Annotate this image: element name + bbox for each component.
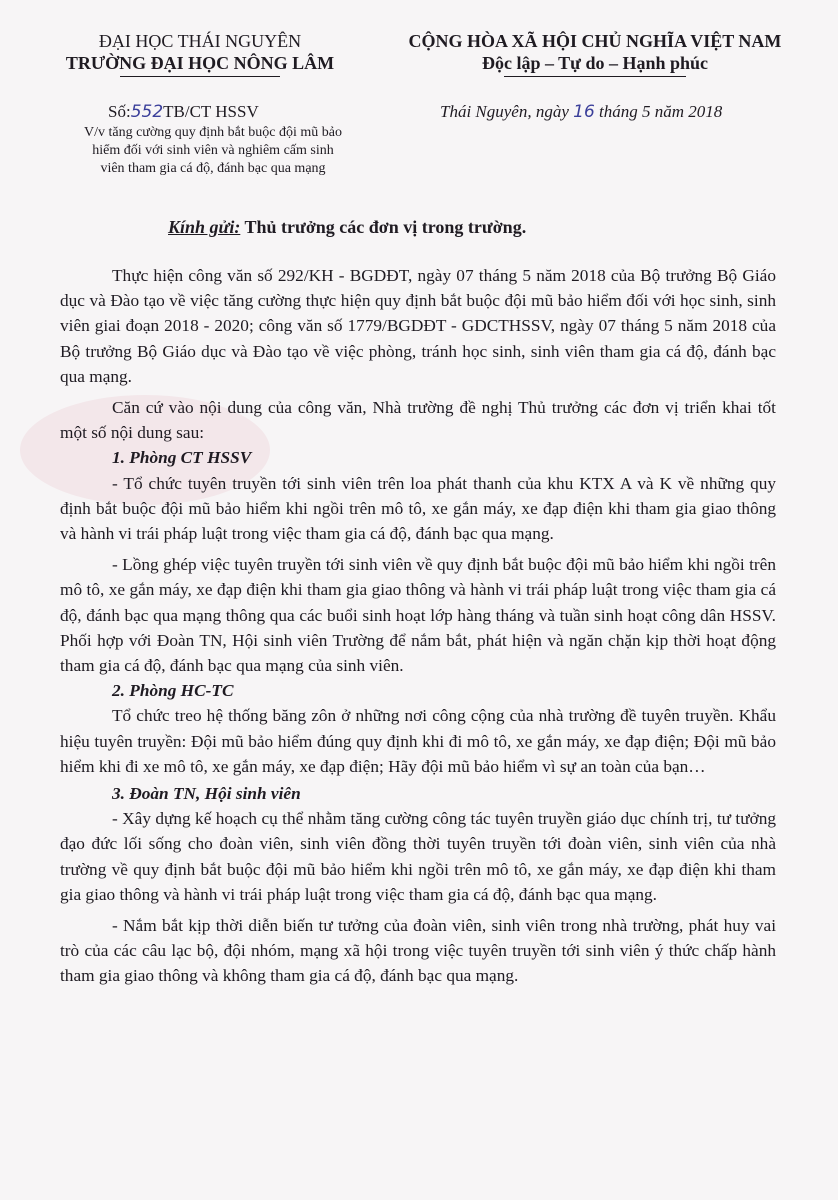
recipient-text: Thủ trưởng các đơn vị trong trường.	[244, 217, 527, 237]
section-3-title: 3. Đoàn TN, Hội sinh viên	[112, 784, 301, 804]
subject-line: viên tham gia cá độ, đánh bạc qua mạng	[100, 161, 326, 176]
subject-block	[58, 124, 368, 178]
number-prefix: Số:	[108, 102, 131, 121]
recipient-line	[168, 217, 526, 238]
section-1-paragraph: - Lồng ghép việc tuyên truyền tới sinh viên về quy định bắt buộc đội mũ bảo hiểm khi ngồi trên mô tô, xe gắn máy, xe đạp điện khi tham gia giao thông và hành vi trái pháp luật trong việc tham gia cá độ, đánh bạc qua mạng thông qua các buổi sinh hoạt lớp hàng tháng và tuần sinh hoạt công dân HSSV. Phối hợp với Đoàn TN, Hội sinh viên Trường để nắm bắt, phát hiện và ngăn chặn kịp thời hoạt động tham gia cá độ, đánh bạc qua mạng của sinh viên.	[60, 555, 776, 676]
section-1-title: 1. Phòng CT HSSV	[112, 448, 252, 468]
document-number	[108, 102, 259, 122]
handwritten-day: 16	[573, 102, 595, 122]
university-name: ĐẠI HỌC THÁI NGUYÊN	[98, 31, 302, 51]
section-3-paragraph: - Nắm bắt kịp thời diễn biến tư tưởng của đoàn viên, sinh viên trong nhà trường, phát huy vai trò của các câu lạc bộ, đội nhóm, mạng xã hội trong việc tuyên truyền tới sinh viên ý thức chấp hành tham gia giao thông và không tham gia cá độ, đánh bạc qua mạng.	[60, 916, 776, 986]
school-name: TRƯỜNG ĐẠI HỌC NÔNG LÂM	[65, 53, 335, 73]
subject-line: hiểm đối với sinh viên và nghiêm cấm sinh	[92, 143, 334, 158]
national-motto: Độc lập – Tự do – Hạnh phúc	[481, 53, 709, 73]
section-3-paragraph: - Xây dựng kế hoạch cụ thể nhằm tăng cường công tác tuyên truyền giáo dục chính trị, tư tưởng đạo đức lối sống cho đoàn viên, sinh viên đồng thời tuyên truyền tới đoàn viên, sinh viên của nhà trường về quy định bắt buộc đội mũ bảo hiểm khi ngồi trên mô tô, xe gắn máy, xe đạp điện khi tham gia giao thông và hành vi trái pháp luật trong việc tham gia cá độ, đánh bạc qua mạng.	[60, 809, 776, 904]
motto-underline	[504, 76, 686, 77]
intro-paragraph: Thực hiện công văn số 292/KH - BGDĐT, ngày 07 tháng 5 năm 2018 của Bộ trưởng Bộ Giáo dục và Đào tạo về việc tăng cường thực hiện quy định bắt buộc đội mũ bảo hiểm đối với học sinh, sinh viên giai đoạn 2018 - 2020; công văn số 1779/BGDĐT - GDCTHSSV, ngày 07 tháng 5 năm 2018 của Bộ trưởng Bộ Giáo dục và Đào tạo về việc phòng, tránh học sinh, sinh viên tham gia cá độ, đánh bạc qua mạng.	[60, 266, 776, 386]
section-2-title: 2. Phòng HC-TC	[112, 681, 234, 701]
national-header	[380, 30, 810, 74]
section-1-paragraph: - Tổ chức tuyên truyền tới sinh viên trên loa phát thanh của khu KTX A và K về những quy định bắt buộc đội mũ bảo hiểm khi ngồi trên mô tô, xe gắn máy, xe đạp điện khi tham gia giao thông và hành vi trái pháp luật trong việc tham gia cá độ, đánh bạc qua mạng.	[60, 473, 776, 544]
issuer-block	[50, 30, 350, 74]
date-prefix: Thái Nguyên, ngày	[440, 102, 569, 121]
section-2-paragraph: Tổ chức treo hệ thống băng zôn ở những nơi công cộng của nhà trường đề tuyên truyền. Khẩu hiệu tuyên truyền: Đội mũ bảo hiểm đúng quy định khi đi mô tô, xe gắn máy, xe đạp điện; Đội mũ bảo hiểm khi đi xe mô tô, xe gắn máy, xe đạp điện; Hãy đội mũ bảo hiểm vì sự an toàn của bạn…	[60, 706, 776, 776]
recipient-label: Kính gửi:	[168, 217, 241, 237]
document-body	[60, 263, 776, 989]
number-suffix: TB/CT HSSV	[163, 102, 259, 121]
date-suffix: tháng 5 năm 2018	[599, 102, 723, 121]
issuer-underline	[120, 76, 280, 77]
nation-name: CỘNG HÒA XÃ HỘI CHỦ NGHĨA VIỆT NAM	[408, 31, 782, 51]
handwritten-number: 552	[130, 102, 164, 122]
subject-line: V/v tăng cường quy định bắt buộc đội mũ bảo	[83, 125, 342, 140]
basis-paragraph: Căn cứ vào nội dung của công văn, Nhà trường đề nghị Thủ trưởng các đơn vị triển khai tốt một số nội dung sau:	[60, 398, 776, 443]
issue-date	[440, 102, 722, 122]
